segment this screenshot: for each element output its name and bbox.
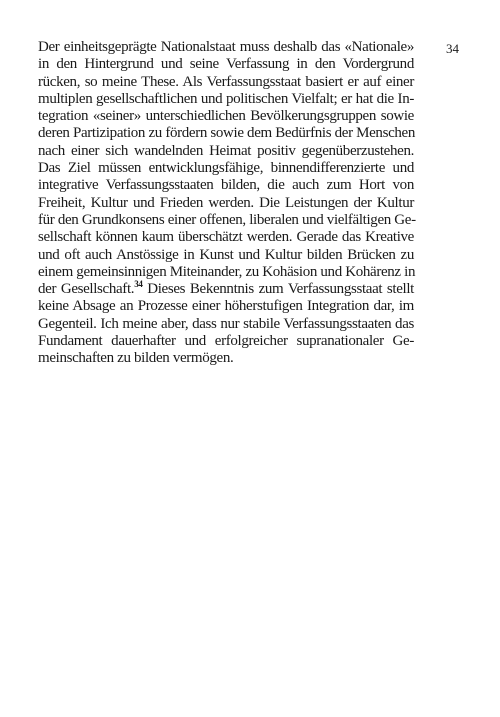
text-line: sellschaft können kaum überschätzt werden. Gerade das Kreative — [38, 229, 414, 246]
text-line: deren Partizipation zu fördern sowie dem Bedürfnis der Menschen — [38, 125, 415, 142]
text-line: Gegenteil. Ich meine aber, dass nur stabile Verfassungsstaaten das — [38, 315, 414, 332]
text-line-with-footnote — [38, 281, 414, 298]
text-line: Der einheitsgeprägte Nationalstaat muss deshalb das «Nationale» — [38, 39, 414, 55]
text-line: für den Grundkonsens einer offenen, liberalen und vielfältigen Ge- — [38, 211, 416, 228]
text-line: multiplen gesellschaftlichen und politischen Vielfalt; er hat die In- — [38, 90, 414, 107]
text-line: einem gemeinsinnigen Miteinander, zu Kohäsion und Kohärenz in — [38, 263, 416, 280]
text-line: tegration «seiner» unterschiedlichen Bevölkerungsgruppen sowie — [38, 108, 414, 125]
text-line: in den Hintergrund und seine Verfassung in den Vordergrund — [38, 56, 414, 73]
text-line: Fundament dauerhafter und erfolgreicher supranationaler Ge- — [38, 333, 414, 350]
page-number: 34 — [446, 41, 459, 56]
text-segment: Dieses Bekenntnis zum Verfassungsstaat stellt — [147, 281, 414, 298]
text-line: Das Ziel müssen entwicklungsfähige, binnendifferenzierte und — [38, 160, 414, 177]
text-line: meinschaften zu bilden vermögen. — [38, 350, 234, 367]
text-line: und oft auch Anstössige in Kunst und Kultur bilden Brücken zu — [38, 246, 414, 263]
text-line: nach einer sich wandelnden Heimat positiv gegenüberzustehen. — [38, 142, 414, 159]
text-line: Freiheit, Kultur und Frieden werden. Die Leistungen der Kultur — [38, 194, 414, 211]
text-line: keine Absage an Prozesse einer höherstufigen Integration dar, im — [38, 298, 414, 315]
text-segment: der Gesellschaft. — [38, 281, 135, 298]
text-line: integrative Verfassungsstaaten bilden, die auch zum Hort von — [38, 177, 414, 194]
body-paragraph — [38, 39, 414, 368]
text-line: rücken, so meine These. Als Verfassungsstaat basiert er auf einer — [38, 73, 414, 90]
footnote-reference[interactable]: 34 — [134, 279, 143, 290]
